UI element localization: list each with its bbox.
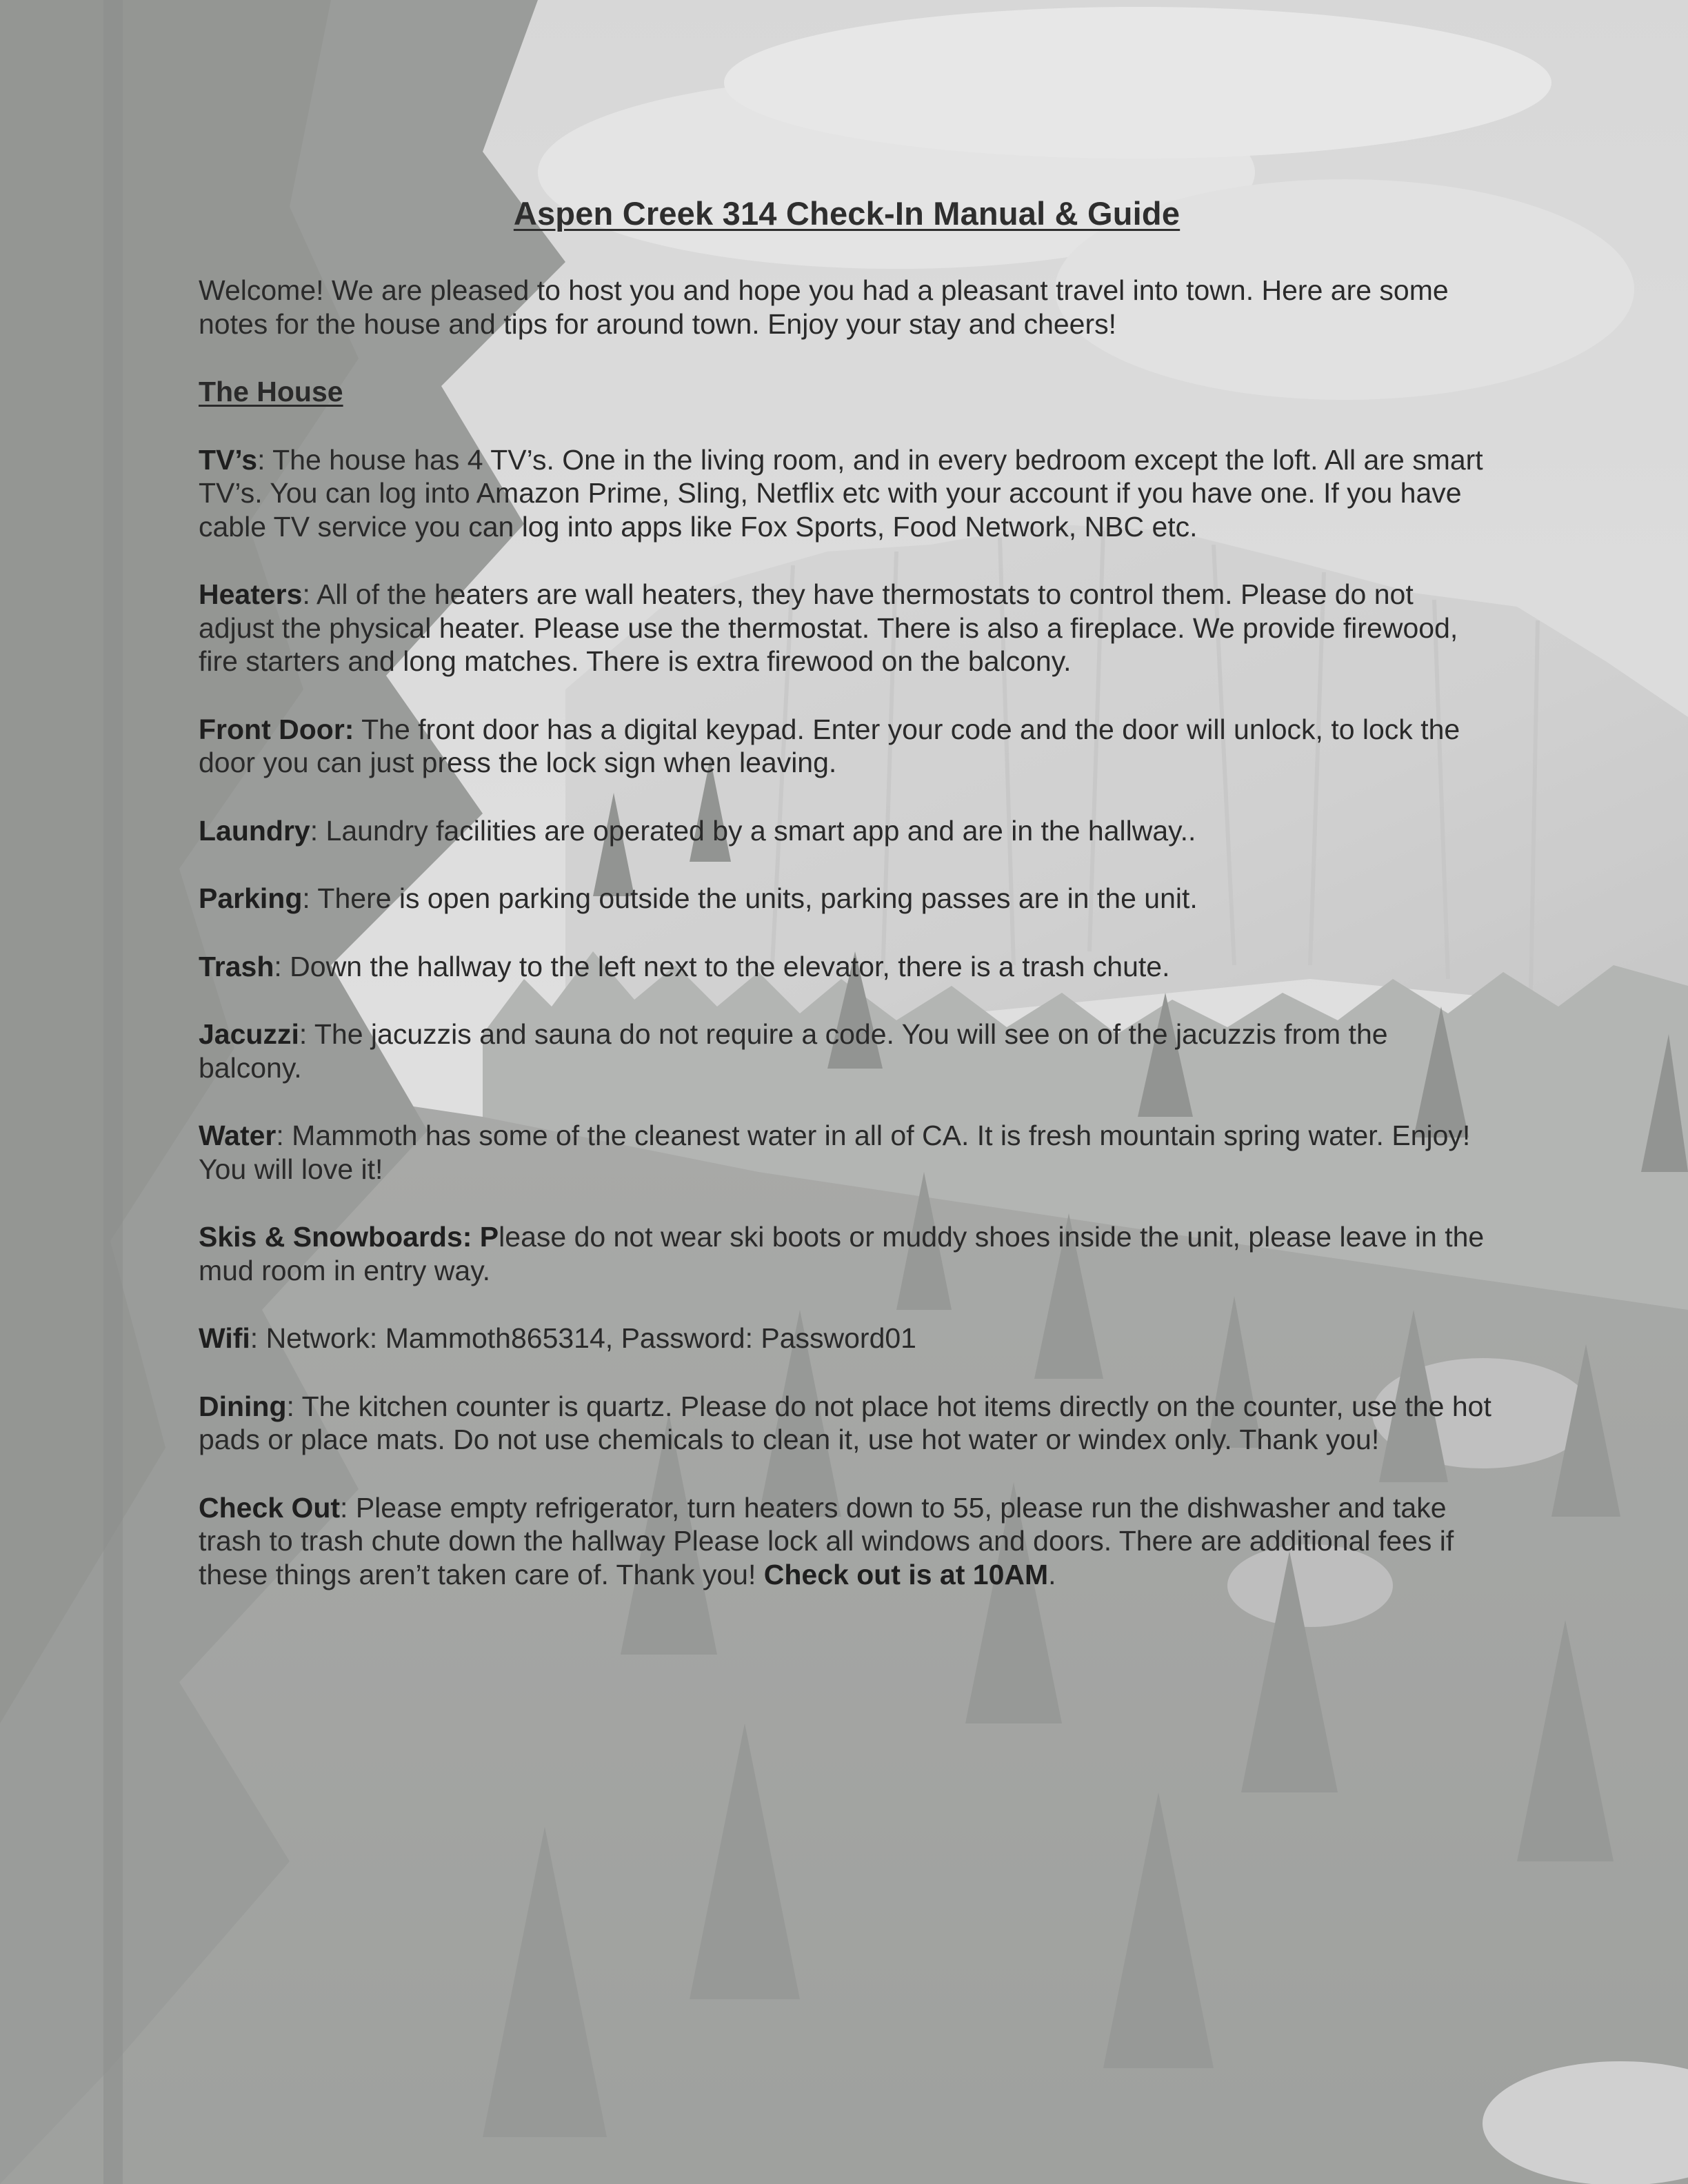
tvs-paragraph: [199, 443, 1495, 544]
jacuzzi-paragraph: [199, 1018, 1495, 1084]
heaters-label: Heaters: [199, 578, 303, 610]
check-out-label: Check Out: [199, 1491, 341, 1524]
front-door-paragraph: [199, 713, 1495, 780]
tvs-label: TV’s: [199, 443, 258, 476]
wifi-paragraph: [199, 1322, 1495, 1355]
tvs-text: : The house has 4 TV’s. One in the living room, and in every bedroom except the loft. All are smart TV’s. You can log into Amazon Prime, Sling, Netflix etc with your account if you have one. If you have cable TV service you can log into apps like Fox Sports, Food Network, NBC etc.: [199, 443, 1483, 543]
dining-label: Dining: [199, 1390, 287, 1422]
front-door-text: The front door has a digital keypad. Enter your code and the door will unlock, to lock the door you can just press the lock sign when leaving.: [199, 713, 1460, 778]
skis-paragraph: [199, 1220, 1495, 1287]
dining-paragraph: [199, 1390, 1495, 1457]
skis-text: lease do not wear ski boots or muddy shoes inside the unit, please leave in the mud room in entry way.: [199, 1221, 1485, 1286]
check-out-time: Check out is at 10AM: [763, 1558, 1049, 1590]
check-out-end: .: [1048, 1558, 1056, 1590]
section-heading-the-house: [199, 375, 1495, 409]
heaters-text: : All of the heaters are wall heaters, they have thermostats to control them. Please do not adjust the physical heater. Please use the thermostat. There is also a fireplace. We provide firewood, fire starters and long matches. There is extra firewood on the balcony.: [199, 578, 1458, 677]
parking-paragraph: [199, 882, 1495, 916]
skis-label: Skis & Snowboards: P: [199, 1221, 499, 1253]
intro-paragraph: Welcome! We are pleased to host you and hope you had a pleasant travel into town. Here are some notes for the house and tips for around town. Enjoy your stay and cheers!: [199, 274, 1449, 340]
document-page: [199, 194, 1495, 1626]
trash-label: Trash: [199, 950, 274, 982]
wifi-label: Wifi: [199, 1322, 250, 1354]
check-out-text: : Please empty refrigerator, turn heaters down to 55, please run the dishwasher and take trash to trash chute down the hallway Please lock all windows and doors. There are additional fees if these things aren’t taken care of. Thank you!: [199, 1491, 1454, 1590]
parking-label: Parking: [199, 882, 303, 914]
jacuzzi-text: : The jacuzzis and sauna do not require a code. You will see on of the jacuzzis from the balcony.: [199, 1018, 1388, 1084]
water-text: : Mammoth has some of the cleanest water in all of CA. It is fresh mountain spring water. Enjoy! You will love it!: [199, 1120, 1471, 1185]
jacuzzi-label: Jacuzzi: [199, 1018, 299, 1050]
heaters-paragraph: [199, 578, 1495, 678]
trash-paragraph: [199, 950, 1495, 984]
water-paragraph: [199, 1119, 1495, 1186]
water-label: Water: [199, 1120, 277, 1151]
dining-text: : The kitchen counter is quartz. Please do not place hot items directly on the counter, use the hot pads or place mats. Do not use chemicals to clean it, use hot water or windex only. Thank you!: [199, 1390, 1491, 1455]
front-door-label: Front Door:: [199, 713, 354, 745]
parking-text: : There is open parking outside the units, parking passes are in the unit.: [302, 882, 1198, 914]
wifi-text: : Network: Mammoth865314, Password: Password01: [250, 1322, 916, 1354]
section-heading-label: The House: [199, 376, 343, 407]
document-title: Aspen Creek 314 Check-In Manual & Guide: [513, 195, 1180, 232]
laundry-paragraph: [199, 814, 1495, 848]
laundry-text: : Laundry facilities are operated by a smart app and are in the hallway..: [310, 814, 1196, 847]
trash-text: : Down the hallway to the left next to the elevator, there is a trash chute.: [274, 950, 1170, 982]
check-out-paragraph: [199, 1491, 1495, 1592]
laundry-label: Laundry: [199, 814, 310, 847]
